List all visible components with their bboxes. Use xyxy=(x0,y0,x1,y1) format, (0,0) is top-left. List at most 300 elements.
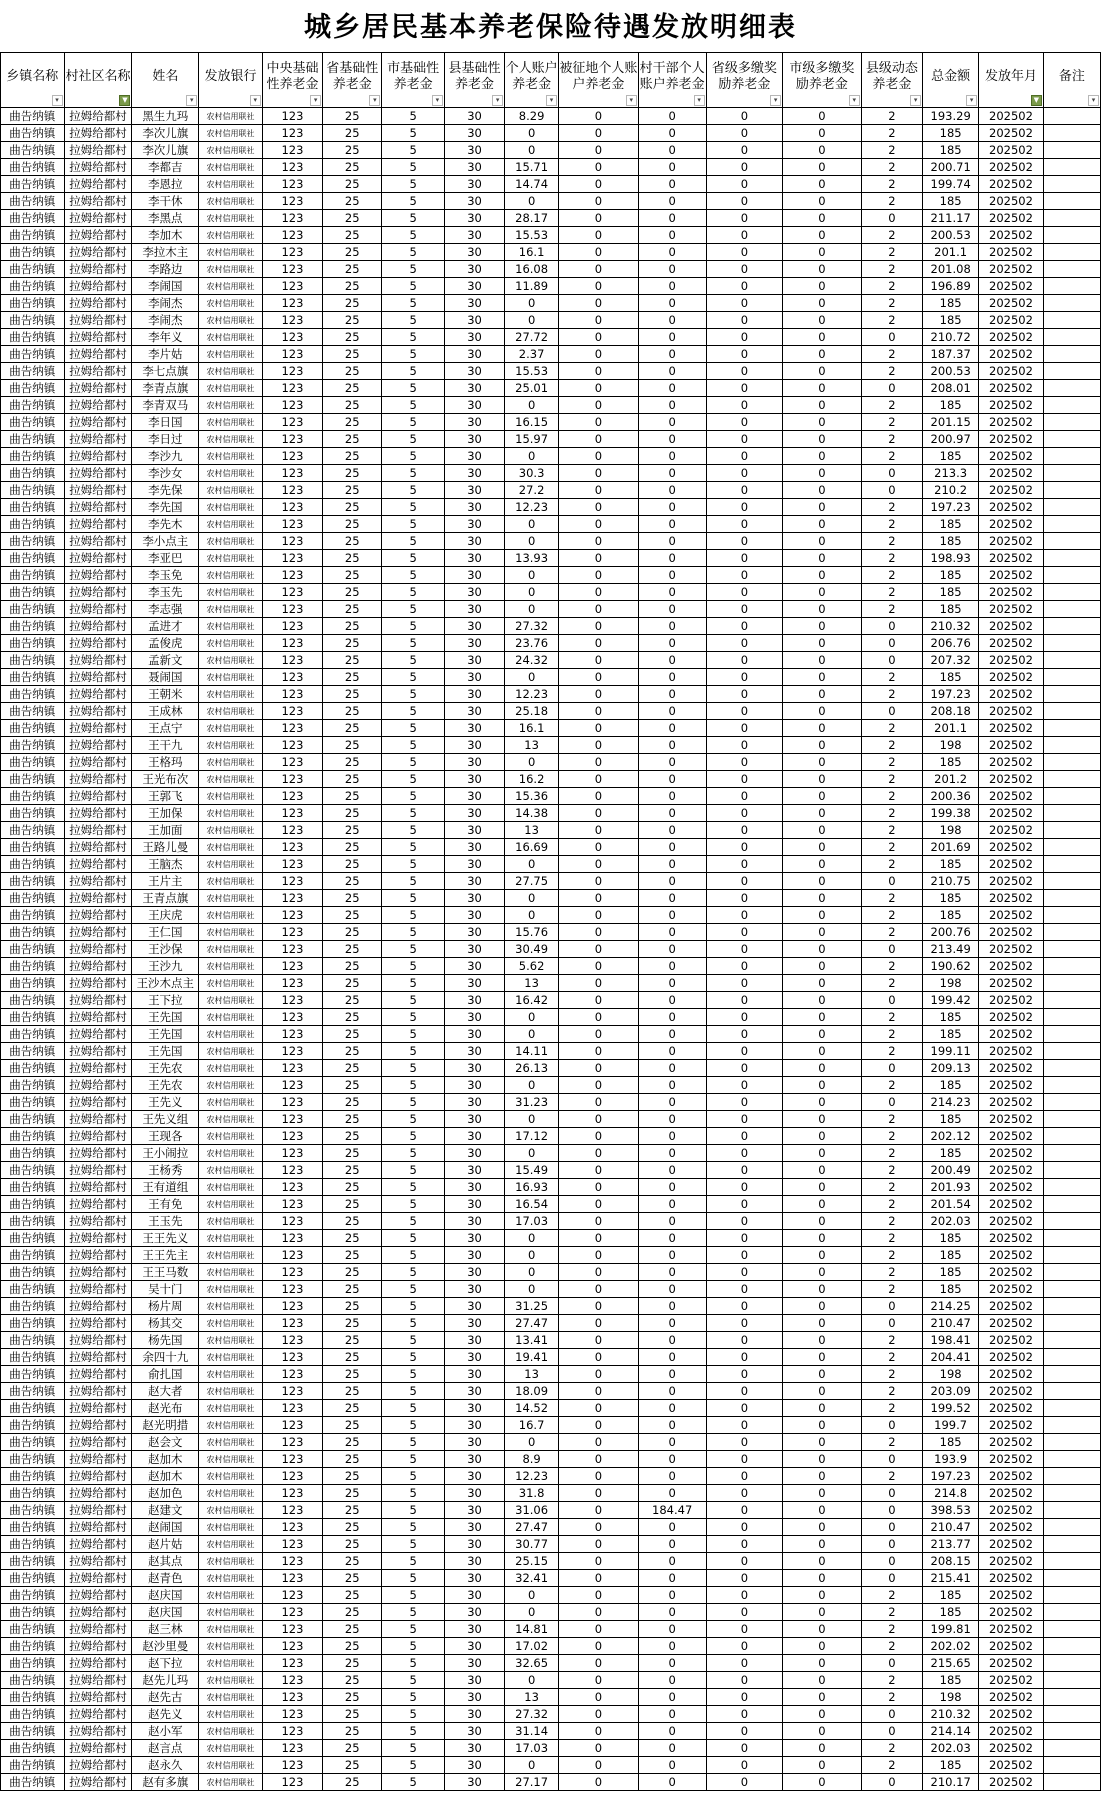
table-cell[interactable]: 2 xyxy=(861,499,922,516)
table-cell[interactable]: 0 xyxy=(638,1706,706,1723)
table-cell[interactable]: 曲告纳镇 xyxy=(1,584,65,601)
table-cell[interactable]: 2 xyxy=(861,1400,922,1417)
table-cell[interactable]: 2 xyxy=(861,414,922,431)
table-cell[interactable]: 李沙女 xyxy=(132,465,199,482)
table-cell[interactable]: 202502 xyxy=(979,516,1044,533)
table-cell[interactable]: 185 xyxy=(923,601,979,618)
table-cell[interactable]: 185 xyxy=(923,397,979,414)
table-cell[interactable]: 赵加色 xyxy=(132,1485,199,1502)
table-cell[interactable]: 拉姆给都村 xyxy=(64,244,132,261)
table-cell[interactable]: 0 xyxy=(559,1383,639,1400)
table-cell[interactable]: 0 xyxy=(638,1111,706,1128)
table-cell[interactable]: 202502 xyxy=(979,414,1044,431)
table-cell[interactable]: 208.18 xyxy=(923,703,979,720)
table-cell[interactable]: 李日国 xyxy=(132,414,199,431)
table-cell[interactable]: 123 xyxy=(262,771,322,788)
table-cell[interactable]: 0 xyxy=(638,805,706,822)
table-cell[interactable]: 185 xyxy=(923,584,979,601)
table-cell[interactable]: 30 xyxy=(444,1315,504,1332)
table-cell[interactable]: 农村信用联社 xyxy=(199,1638,263,1655)
table-cell[interactable]: 拉姆给都村 xyxy=(64,482,132,499)
table-cell[interactable]: 123 xyxy=(262,125,322,142)
table-cell[interactable]: 0 xyxy=(505,1264,559,1281)
table-cell[interactable]: 曲告纳镇 xyxy=(1,1468,65,1485)
table-cell[interactable]: 185 xyxy=(923,890,979,907)
table-cell[interactable]: 25 xyxy=(323,414,382,431)
table-cell[interactable]: 赵沙里曼 xyxy=(132,1638,199,1655)
table-cell[interactable]: 13 xyxy=(505,737,559,754)
table-cell[interactable]: 201.15 xyxy=(923,414,979,431)
table-cell[interactable]: 曲告纳镇 xyxy=(1,1026,65,1043)
table-cell[interactable]: 193.9 xyxy=(923,1451,979,1468)
table-cell[interactable]: 202502 xyxy=(979,822,1044,839)
table-cell[interactable]: 李玉免 xyxy=(132,567,199,584)
table-cell[interactable]: 2 xyxy=(861,1434,922,1451)
table-cell[interactable]: 123 xyxy=(262,856,322,873)
table-cell[interactable]: 202502 xyxy=(979,159,1044,176)
table-cell[interactable]: 202.03 xyxy=(923,1740,979,1757)
table-cell[interactable]: 0 xyxy=(559,193,639,210)
table-cell[interactable]: 30 xyxy=(444,1468,504,1485)
table-cell[interactable]: 0 xyxy=(783,1077,862,1094)
table-cell[interactable]: 0 xyxy=(706,1638,782,1655)
table-cell[interactable]: 185 xyxy=(923,1264,979,1281)
table-cell[interactable]: 拉姆给都村 xyxy=(64,703,132,720)
table-cell[interactable]: 0 xyxy=(783,516,862,533)
table-cell[interactable] xyxy=(1043,1145,1100,1162)
table-cell[interactable]: 202502 xyxy=(979,329,1044,346)
table-cell[interactable]: 拉姆给都村 xyxy=(64,754,132,771)
table-cell[interactable]: 202502 xyxy=(979,1774,1044,1791)
table-cell[interactable]: 123 xyxy=(262,1757,322,1774)
table-cell[interactable]: 0 xyxy=(638,533,706,550)
table-cell[interactable]: 5 xyxy=(382,1587,444,1604)
table-cell[interactable]: 0 xyxy=(638,1485,706,1502)
table-cell[interactable]: 0 xyxy=(706,1468,782,1485)
table-cell[interactable]: 213.49 xyxy=(923,941,979,958)
table-cell[interactable]: 0 xyxy=(706,465,782,482)
table-cell[interactable] xyxy=(1043,1536,1100,1553)
table-cell[interactable]: 2 xyxy=(861,108,922,125)
table-cell[interactable]: 农村信用联社 xyxy=(199,550,263,567)
table-cell[interactable]: 202502 xyxy=(979,227,1044,244)
table-cell[interactable]: 202502 xyxy=(979,1366,1044,1383)
table-cell[interactable]: 0 xyxy=(638,1162,706,1179)
table-cell[interactable]: 2 xyxy=(861,1230,922,1247)
table-cell[interactable]: 2 xyxy=(861,584,922,601)
table-cell[interactable]: 拉姆给都村 xyxy=(64,159,132,176)
table-cell[interactable]: 王点宁 xyxy=(132,720,199,737)
table-cell[interactable]: 25 xyxy=(323,907,382,924)
table-cell[interactable]: 0 xyxy=(559,380,639,397)
table-cell[interactable]: 2 xyxy=(861,295,922,312)
table-cell[interactable]: 0 xyxy=(559,958,639,975)
table-cell[interactable]: 0 xyxy=(706,1519,782,1536)
table-cell[interactable]: 30 xyxy=(444,176,504,193)
table-cell[interactable]: 曲告纳镇 xyxy=(1,244,65,261)
table-cell[interactable]: 210.47 xyxy=(923,1519,979,1536)
table-cell[interactable]: 12.23 xyxy=(505,1468,559,1485)
table-cell[interactable]: 曲告纳镇 xyxy=(1,601,65,618)
table-cell[interactable]: 曲告纳镇 xyxy=(1,1502,65,1519)
table-cell[interactable]: 0 xyxy=(783,550,862,567)
table-cell[interactable]: 王脑杰 xyxy=(132,856,199,873)
table-cell[interactable]: 5 xyxy=(382,771,444,788)
table-cell[interactable]: 拉姆给都村 xyxy=(64,125,132,142)
table-cell[interactable]: 农村信用联社 xyxy=(199,1366,263,1383)
table-cell[interactable]: 赵闹国 xyxy=(132,1519,199,1536)
table-cell[interactable]: 25 xyxy=(323,1417,382,1434)
table-cell[interactable]: 0 xyxy=(706,516,782,533)
table-cell[interactable]: 0 xyxy=(861,992,922,1009)
table-cell[interactable]: 5 xyxy=(382,176,444,193)
table-cell[interactable]: 曲告纳镇 xyxy=(1,1196,65,1213)
table-cell[interactable]: 农村信用联社 xyxy=(199,227,263,244)
table-cell[interactable]: 0 xyxy=(706,380,782,397)
table-cell[interactable]: 185 xyxy=(923,754,979,771)
table-cell[interactable]: 2 xyxy=(861,261,922,278)
table-cell[interactable]: 农村信用联社 xyxy=(199,1621,263,1638)
table-cell[interactable]: 0 xyxy=(638,448,706,465)
table-cell[interactable]: 199.38 xyxy=(923,805,979,822)
table-cell[interactable]: 曲告纳镇 xyxy=(1,1111,65,1128)
table-cell[interactable]: 123 xyxy=(262,465,322,482)
table-cell[interactable]: 30 xyxy=(444,295,504,312)
table-cell[interactable]: 0 xyxy=(638,1179,706,1196)
table-cell[interactable]: 202502 xyxy=(979,1043,1044,1060)
table-cell[interactable]: 202502 xyxy=(979,567,1044,584)
table-cell[interactable]: 0 xyxy=(783,1485,862,1502)
table-cell[interactable]: 202502 xyxy=(979,1230,1044,1247)
table-cell[interactable] xyxy=(1043,822,1100,839)
table-cell[interactable]: 123 xyxy=(262,1315,322,1332)
table-cell[interactable] xyxy=(1043,482,1100,499)
table-cell[interactable]: 拉姆给都村 xyxy=(64,363,132,380)
filter-dropdown-icon[interactable]: ▾ xyxy=(310,95,321,106)
table-cell[interactable]: 0 xyxy=(559,1468,639,1485)
table-cell[interactable]: 5 xyxy=(382,1315,444,1332)
table-cell[interactable]: 123 xyxy=(262,1111,322,1128)
table-cell[interactable]: 0 xyxy=(783,686,862,703)
table-cell[interactable]: 0 xyxy=(706,822,782,839)
table-cell[interactable]: 5 xyxy=(382,1740,444,1757)
table-cell[interactable]: 30 xyxy=(444,1077,504,1094)
table-cell[interactable]: 123 xyxy=(262,958,322,975)
table-cell[interactable]: 拉姆给都村 xyxy=(64,1434,132,1451)
table-cell[interactable]: 2 xyxy=(861,754,922,771)
table-cell[interactable]: 2 xyxy=(861,193,922,210)
table-cell[interactable]: 0 xyxy=(706,108,782,125)
table-cell[interactable]: 30 xyxy=(444,244,504,261)
table-cell[interactable]: 0 xyxy=(638,1723,706,1740)
table-cell[interactable]: 25.01 xyxy=(505,380,559,397)
table-cell[interactable]: 0 xyxy=(706,992,782,1009)
table-cell[interactable]: 曲告纳镇 xyxy=(1,533,65,550)
table-cell[interactable] xyxy=(1043,1366,1100,1383)
table-cell[interactable]: 13 xyxy=(505,822,559,839)
table-cell[interactable] xyxy=(1043,635,1100,652)
table-cell[interactable]: 5 xyxy=(382,278,444,295)
table-cell[interactable]: 曲告纳镇 xyxy=(1,1298,65,1315)
table-cell[interactable]: 0 xyxy=(706,669,782,686)
table-cell[interactable]: 李次儿旗 xyxy=(132,142,199,159)
table-cell[interactable] xyxy=(1043,278,1100,295)
table-cell[interactable]: 30 xyxy=(444,1740,504,1757)
table-cell[interactable]: 25 xyxy=(323,1230,382,1247)
table-cell[interactable]: 0 xyxy=(559,1111,639,1128)
table-cell[interactable]: 30 xyxy=(444,1434,504,1451)
table-cell[interactable]: 0 xyxy=(706,1077,782,1094)
table-cell[interactable]: 0 xyxy=(559,1315,639,1332)
table-cell[interactable]: 25 xyxy=(323,992,382,1009)
table-cell[interactable]: 拉姆给都村 xyxy=(64,1332,132,1349)
table-cell[interactable]: 拉姆给都村 xyxy=(64,431,132,448)
table-cell[interactable]: 0 xyxy=(783,1434,862,1451)
table-cell[interactable]: 25 xyxy=(323,431,382,448)
table-cell[interactable]: 5 xyxy=(382,567,444,584)
table-cell[interactable]: 杨片周 xyxy=(132,1298,199,1315)
table-cell[interactable]: 123 xyxy=(262,516,322,533)
table-cell[interactable]: 5 xyxy=(382,159,444,176)
table-cell[interactable]: 5 xyxy=(382,1519,444,1536)
table-cell[interactable]: 曲告纳镇 xyxy=(1,1706,65,1723)
table-cell[interactable]: 25 xyxy=(323,890,382,907)
table-cell[interactable]: 14.52 xyxy=(505,1400,559,1417)
table-cell[interactable]: 202502 xyxy=(979,1145,1044,1162)
table-cell[interactable]: 0 xyxy=(505,1026,559,1043)
table-cell[interactable]: 0 xyxy=(706,1264,782,1281)
table-cell[interactable]: 0 xyxy=(706,1043,782,1060)
table-cell[interactable]: 5 xyxy=(382,465,444,482)
table-cell[interactable]: 5 xyxy=(382,1502,444,1519)
table-cell[interactable]: 0 xyxy=(638,414,706,431)
table-cell[interactable] xyxy=(1043,1519,1100,1536)
table-cell[interactable]: 0 xyxy=(559,1655,639,1672)
table-cell[interactable]: 30 xyxy=(444,482,504,499)
table-cell[interactable]: 拉姆给都村 xyxy=(64,1451,132,1468)
table-cell[interactable]: 25 xyxy=(323,822,382,839)
table-cell[interactable]: 30 xyxy=(444,686,504,703)
table-cell[interactable]: 0 xyxy=(638,193,706,210)
table-cell[interactable]: 0 xyxy=(638,839,706,856)
table-cell[interactable]: 0 xyxy=(783,295,862,312)
table-cell[interactable]: 25 xyxy=(323,312,382,329)
table-cell[interactable]: 0 xyxy=(638,465,706,482)
table-cell[interactable]: 0 xyxy=(783,1655,862,1672)
table-cell[interactable]: 196.89 xyxy=(923,278,979,295)
table-cell[interactable]: 5 xyxy=(382,1179,444,1196)
table-cell[interactable]: 0 xyxy=(559,176,639,193)
table-cell[interactable]: 25 xyxy=(323,1128,382,1145)
table-cell[interactable]: 0 xyxy=(559,210,639,227)
table-cell[interactable]: 赵先义 xyxy=(132,1706,199,1723)
table-cell[interactable]: 拉姆给都村 xyxy=(64,975,132,992)
table-cell[interactable]: 30.3 xyxy=(505,465,559,482)
table-cell[interactable]: 0 xyxy=(505,1434,559,1451)
table-cell[interactable]: 0 xyxy=(706,1536,782,1553)
table-cell[interactable]: 农村信用联社 xyxy=(199,1009,263,1026)
table-cell[interactable]: 曲告纳镇 xyxy=(1,805,65,822)
table-cell[interactable]: 30 xyxy=(444,312,504,329)
table-cell[interactable]: 123 xyxy=(262,1774,322,1791)
table-cell[interactable]: 123 xyxy=(262,227,322,244)
table-cell[interactable]: 30 xyxy=(444,1519,504,1536)
table-cell[interactable]: 曲告纳镇 xyxy=(1,142,65,159)
table-cell[interactable]: 0 xyxy=(706,1111,782,1128)
table-cell[interactable]: 拉姆给都村 xyxy=(64,1281,132,1298)
table-cell[interactable]: 5 xyxy=(382,1383,444,1400)
table-cell[interactable]: 5 xyxy=(382,550,444,567)
table-cell[interactable]: 202502 xyxy=(979,142,1044,159)
table-cell[interactable]: 2 xyxy=(861,448,922,465)
table-cell[interactable]: 15.36 xyxy=(505,788,559,805)
table-cell[interactable]: 王成林 xyxy=(132,703,199,720)
table-cell[interactable]: 0 xyxy=(559,618,639,635)
table-cell[interactable] xyxy=(1043,465,1100,482)
table-cell[interactable]: 0 xyxy=(638,669,706,686)
table-cell[interactable]: 123 xyxy=(262,1587,322,1604)
table-cell[interactable]: 25 xyxy=(323,227,382,244)
table-cell[interactable]: 30 xyxy=(444,1009,504,1026)
table-cell[interactable]: 农村信用联社 xyxy=(199,1536,263,1553)
table-cell[interactable]: 0 xyxy=(638,363,706,380)
table-cell[interactable]: 农村信用联社 xyxy=(199,261,263,278)
table-cell[interactable]: 14.38 xyxy=(505,805,559,822)
table-cell[interactable]: 202502 xyxy=(979,1060,1044,1077)
table-cell[interactable]: 123 xyxy=(262,1400,322,1417)
table-cell[interactable]: 25 xyxy=(323,533,382,550)
table-cell[interactable]: 曲告纳镇 xyxy=(1,1621,65,1638)
table-cell[interactable]: 5 xyxy=(382,1026,444,1043)
table-cell[interactable]: 曲告纳镇 xyxy=(1,448,65,465)
table-cell[interactable]: 0 xyxy=(638,1587,706,1604)
table-cell[interactable]: 农村信用联社 xyxy=(199,108,263,125)
table-cell[interactable]: 0 xyxy=(638,125,706,142)
table-cell[interactable]: 0 xyxy=(638,720,706,737)
table-cell[interactable]: 曲告纳镇 xyxy=(1,941,65,958)
table-cell[interactable] xyxy=(1043,1009,1100,1026)
table-cell[interactable]: 0 xyxy=(706,1655,782,1672)
table-cell[interactable]: 2 xyxy=(861,550,922,567)
table-cell[interactable] xyxy=(1043,1247,1100,1264)
table-cell[interactable] xyxy=(1043,584,1100,601)
table-cell[interactable]: 0 xyxy=(783,1774,862,1791)
table-cell[interactable]: 25 xyxy=(323,448,382,465)
table-cell[interactable]: 185 xyxy=(923,1009,979,1026)
table-cell[interactable]: 赵光布 xyxy=(132,1400,199,1417)
table-cell[interactable]: 202502 xyxy=(979,1655,1044,1672)
table-cell[interactable]: 25 xyxy=(323,1519,382,1536)
table-cell[interactable]: 123 xyxy=(262,1723,322,1740)
table-cell[interactable]: 210.72 xyxy=(923,329,979,346)
table-cell[interactable]: 5 xyxy=(382,448,444,465)
table-cell[interactable]: 0 xyxy=(638,346,706,363)
table-cell[interactable]: 5 xyxy=(382,1247,444,1264)
table-cell[interactable]: 王现各 xyxy=(132,1128,199,1145)
table-cell[interactable]: 拉姆给都村 xyxy=(64,1162,132,1179)
table-cell[interactable]: 李干休 xyxy=(132,193,199,210)
table-cell[interactable]: 5 xyxy=(382,1553,444,1570)
table-cell[interactable]: 0 xyxy=(783,1094,862,1111)
table-cell[interactable]: 王先国 xyxy=(132,1043,199,1060)
table-cell[interactable]: 185 xyxy=(923,312,979,329)
table-cell[interactable]: 李七点旗 xyxy=(132,363,199,380)
table-cell[interactable]: 5 xyxy=(382,992,444,1009)
table-cell[interactable] xyxy=(1043,1196,1100,1213)
table-cell[interactable]: 202502 xyxy=(979,805,1044,822)
table-cell[interactable]: 0 xyxy=(638,312,706,329)
table-cell[interactable] xyxy=(1043,1706,1100,1723)
table-cell[interactable]: 0 xyxy=(638,1332,706,1349)
table-cell[interactable]: 0 xyxy=(783,1230,862,1247)
table-cell[interactable]: 25 xyxy=(323,1332,382,1349)
table-cell[interactable]: 0 xyxy=(638,924,706,941)
table-cell[interactable]: 25 xyxy=(323,482,382,499)
table-cell[interactable]: 206.76 xyxy=(923,635,979,652)
table-cell[interactable]: 25 xyxy=(323,1009,382,1026)
table-cell[interactable]: 25 xyxy=(323,1298,382,1315)
table-cell[interactable]: 123 xyxy=(262,703,322,720)
table-cell[interactable]: 25 xyxy=(323,1723,382,1740)
table-cell[interactable]: 25 xyxy=(323,669,382,686)
table-cell[interactable]: 0 xyxy=(783,567,862,584)
table-cell[interactable]: 123 xyxy=(262,652,322,669)
table-cell[interactable]: 曲告纳镇 xyxy=(1,1740,65,1757)
table-cell[interactable]: 拉姆给都村 xyxy=(64,465,132,482)
table-cell[interactable]: 0 xyxy=(783,754,862,771)
table-cell[interactable]: 0 xyxy=(638,1383,706,1400)
table-cell[interactable]: 0 xyxy=(559,567,639,584)
table-cell[interactable] xyxy=(1043,1026,1100,1043)
table-cell[interactable]: 赵三林 xyxy=(132,1621,199,1638)
table-cell[interactable]: 0 xyxy=(559,1553,639,1570)
table-cell[interactable]: 25 xyxy=(323,380,382,397)
table-cell[interactable]: 25 xyxy=(323,1196,382,1213)
table-cell[interactable]: 25 xyxy=(323,584,382,601)
table-cell[interactable]: 202.03 xyxy=(923,1213,979,1230)
table-cell[interactable]: 0 xyxy=(638,1570,706,1587)
table-cell[interactable]: 25 xyxy=(323,975,382,992)
table-cell[interactable]: 123 xyxy=(262,1196,322,1213)
table-cell[interactable]: 123 xyxy=(262,1672,322,1689)
table-cell[interactable]: 农村信用联社 xyxy=(199,176,263,193)
table-cell[interactable]: 185 xyxy=(923,907,979,924)
table-cell[interactable]: 0 xyxy=(505,907,559,924)
table-cell[interactable] xyxy=(1043,295,1100,312)
table-cell[interactable]: 30 xyxy=(444,1281,504,1298)
table-cell[interactable]: 30 xyxy=(444,159,504,176)
table-cell[interactable]: 王先农 xyxy=(132,1077,199,1094)
table-cell[interactable]: 拉姆给都村 xyxy=(64,1145,132,1162)
table-cell[interactable]: 王玉先 xyxy=(132,1213,199,1230)
table-cell[interactable]: 拉姆给都村 xyxy=(64,1128,132,1145)
table-cell[interactable] xyxy=(1043,550,1100,567)
table-cell[interactable]: 0 xyxy=(706,771,782,788)
table-cell[interactable]: 123 xyxy=(262,1298,322,1315)
table-cell[interactable] xyxy=(1043,1553,1100,1570)
table-cell[interactable]: 193.29 xyxy=(923,108,979,125)
table-cell[interactable]: 曲告纳镇 xyxy=(1,652,65,669)
table-cell[interactable]: 30 xyxy=(444,363,504,380)
table-cell[interactable]: 19.41 xyxy=(505,1349,559,1366)
table-cell[interactable]: 0 xyxy=(638,1553,706,1570)
table-cell[interactable]: 5 xyxy=(382,1077,444,1094)
table-cell[interactable]: 0 xyxy=(783,1315,862,1332)
table-cell[interactable]: 202502 xyxy=(979,1383,1044,1400)
table-cell[interactable]: 17.03 xyxy=(505,1213,559,1230)
table-cell[interactable]: 赵永久 xyxy=(132,1757,199,1774)
table-cell[interactable]: 拉姆给都村 xyxy=(64,618,132,635)
